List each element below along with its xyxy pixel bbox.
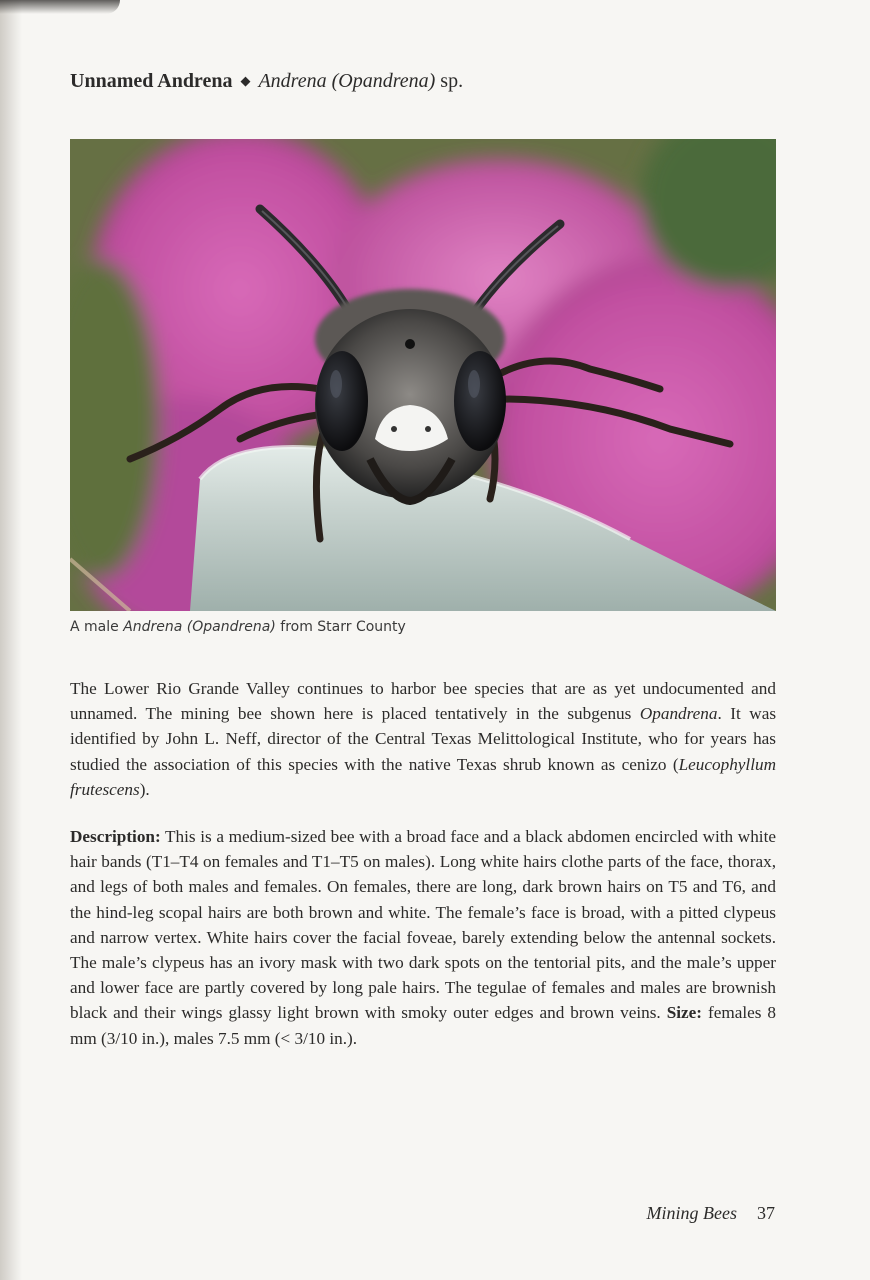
caption-prefix: A male bbox=[70, 619, 119, 635]
description-paragraph bbox=[70, 824, 776, 1051]
page-edge-shadow bbox=[0, 0, 22, 1280]
scientific-name: Andrena (Opandrena) bbox=[258, 70, 436, 92]
intro-subgenus: Opandrena bbox=[639, 704, 718, 724]
intro-text-1: The Lower Rio Grande Valley continues to harbor bee species that are as yet undocumented and unnamed. The mining bee shown here is placed tentatively in the subgenus bbox=[70, 679, 776, 724]
size-text: females 8 mm (3/10 in.), males 7.5 mm (< 3/10 in.). bbox=[70, 1003, 776, 1048]
intro-text-3: ). bbox=[139, 779, 150, 799]
description-label: Description: bbox=[70, 827, 161, 846]
running-footer-section: Mining Bees bbox=[646, 1203, 737, 1223]
caption-suffix: from Starr County bbox=[280, 619, 406, 635]
page-title bbox=[70, 70, 463, 93]
page-number: 37 bbox=[757, 1203, 775, 1223]
page-corner-shadow bbox=[0, 0, 120, 14]
photo-caption bbox=[70, 619, 406, 635]
scientific-suffix: sp. bbox=[440, 70, 464, 92]
bee-photo bbox=[70, 139, 776, 611]
intro-paragraph bbox=[70, 676, 776, 802]
caption-taxon: Andrena (Opandrena) bbox=[123, 619, 276, 635]
size-label: Size: bbox=[666, 1003, 703, 1023]
page-footer bbox=[647, 1203, 775, 1224]
intro-plant-name: Leucophyllum frutescens bbox=[70, 754, 776, 799]
title-separator: ◆ bbox=[240, 73, 251, 88]
common-name: Unnamed Andrena bbox=[70, 70, 233, 92]
description-text: This is a medium-sized bee with a broad face and a black abdomen encircled with white hair bands (T1–T4 on females and T1–T5 on males). Long white hairs clothe parts of the face, thorax, and legs of both males and females. On females, there are long, dark brown hairs on T5 and T6, and the hind-leg scopal hairs are both brown and white. The female’s face is broad, with a pitted clypeus and narrow vertex. White hairs cover the facial foveae, barely extending below the antennal sockets. The male’s clypeus has an ivory mask with two dark spots on the tentorial pits, and the male’s upper and lower face are partly covered by long pale hairs. The tegulae of females and males are brownish black and their wings glassy light brown with smoky outer edges and brown veins. bbox=[70, 827, 776, 1023]
intro-text-2: . It was identified by John L. Neff, director of the Central Texas Melittological Institute, who for years has studied the association of this species with the native Texas shrub known as cenizo ( bbox=[70, 704, 777, 774]
